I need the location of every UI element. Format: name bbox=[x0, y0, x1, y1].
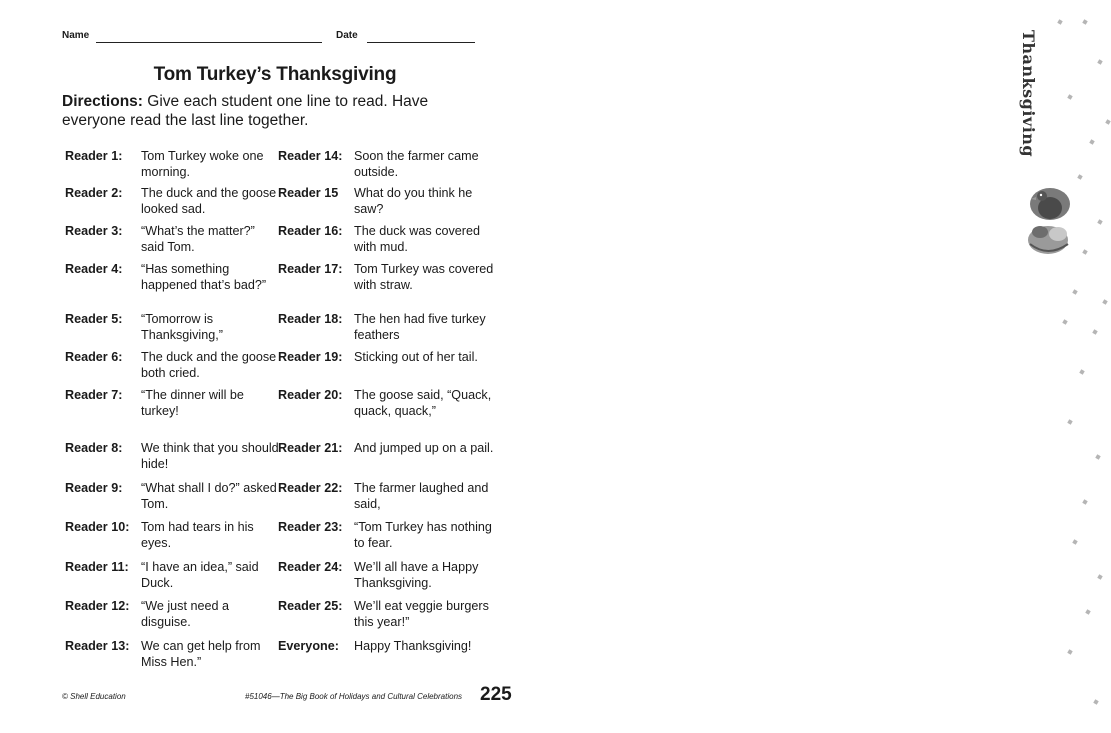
confetti-decoration bbox=[1079, 369, 1084, 374]
reader-label: Everyone: bbox=[278, 639, 339, 653]
confetti-decoration bbox=[1097, 219, 1102, 224]
reader-label: Reader 3: bbox=[65, 224, 123, 238]
confetti-decoration bbox=[1067, 419, 1072, 424]
reader-label: Reader 21: bbox=[278, 441, 343, 455]
directions-text: Give each student one line to read. Have everyone read the last line together. bbox=[62, 93, 429, 129]
reader-line: “I have an idea,” said Duck. bbox=[141, 560, 259, 590]
confetti-decoration bbox=[1082, 19, 1087, 24]
reader-label: Reader 4: bbox=[65, 262, 123, 276]
reader-line: We’ll all have a Happy Thanksgiving. bbox=[354, 560, 479, 590]
reader-line: Soon the farmer came outside. bbox=[354, 149, 479, 179]
reader-line: “Has something happened that’s bad?” bbox=[141, 262, 267, 292]
reader-line: Happy Thanksgiving! bbox=[354, 639, 472, 653]
date-label: Date bbox=[336, 30, 358, 41]
confetti-decoration bbox=[1067, 94, 1072, 99]
reader-line: “Tomorrow is Thanksgiving,” bbox=[141, 312, 223, 342]
date-line bbox=[367, 42, 475, 43]
side-tab bbox=[508, 0, 1038, 733]
reader-label: Reader 23: bbox=[278, 520, 343, 534]
side-tab-label: Thanksgiving bbox=[1019, 30, 1038, 158]
reader-line: “Tom Turkey has nothing to fear. bbox=[354, 520, 492, 550]
reader-line: And jumped up on a pail. bbox=[354, 441, 494, 455]
confetti-decoration bbox=[1085, 609, 1090, 614]
reader-label: Reader 1: bbox=[65, 149, 123, 163]
reader-label: Reader 16: bbox=[278, 224, 343, 238]
directions bbox=[62, 92, 492, 130]
turkey-icon bbox=[1024, 182, 1076, 260]
reader-line: We’ll eat veggie burgers this year!” bbox=[354, 599, 489, 629]
confetti-decoration bbox=[1057, 19, 1062, 24]
confetti-decoration bbox=[1082, 249, 1087, 254]
confetti-decoration bbox=[1092, 329, 1097, 334]
reader-line: “The dinner will be turkey! bbox=[141, 388, 244, 418]
name-line bbox=[96, 42, 322, 43]
reader-label: Reader 19: bbox=[278, 350, 343, 364]
reader-label: Reader 17: bbox=[278, 262, 343, 276]
reader-label: Reader 5: bbox=[65, 312, 123, 326]
confetti-decoration bbox=[1062, 319, 1067, 324]
confetti-decoration bbox=[1097, 574, 1102, 579]
reader-line: “What shall I do?” asked Tom. bbox=[141, 481, 277, 511]
reader-line: What do you think he saw? bbox=[354, 186, 473, 216]
reader-line: “What’s the matter?” said Tom. bbox=[141, 224, 255, 254]
reader-line: “We just need a disguise. bbox=[141, 599, 229, 629]
reader-label: Reader 11: bbox=[65, 560, 129, 574]
reader-line: Tom had tears in his eyes. bbox=[141, 520, 254, 550]
reader-line: The farmer laughed and said, bbox=[354, 481, 489, 511]
reader-label: Reader 14: bbox=[278, 149, 343, 163]
copyright: © Shell Education bbox=[62, 692, 126, 701]
confetti-decoration bbox=[1097, 59, 1102, 64]
reader-label: Reader 20: bbox=[278, 388, 343, 402]
confetti-decoration bbox=[1089, 139, 1094, 144]
page-title: Tom Turkey’s Thanksgiving bbox=[153, 64, 397, 85]
confetti-decoration bbox=[1072, 539, 1077, 544]
book-title: #51046—The Big Book of Holidays and Cultural Celebrations bbox=[245, 692, 463, 701]
reader-label: Reader 18: bbox=[278, 312, 343, 326]
reader-label: Reader 7: bbox=[65, 388, 123, 402]
reader-line: The duck and the goose both cried. bbox=[141, 350, 277, 380]
confetti-decoration bbox=[1102, 299, 1107, 304]
reader-label: Reader 6: bbox=[65, 350, 123, 364]
reader-line: Tom Turkey woke one morning. bbox=[141, 149, 264, 179]
reader-label: Reader 2: bbox=[65, 186, 123, 200]
reader-label: Reader 25: bbox=[278, 599, 343, 613]
reader-line: We think that you should hide! bbox=[141, 441, 279, 471]
confetti-decoration bbox=[1067, 649, 1072, 654]
confetti-decoration bbox=[1077, 174, 1082, 179]
reader-label: Reader 13: bbox=[65, 639, 130, 653]
reader-label: Reader 24: bbox=[278, 560, 343, 574]
reader-label: Reader 22: bbox=[278, 481, 343, 495]
reader-line: We can get help from Miss Hen.” bbox=[141, 639, 261, 669]
reader-label: Reader 12: bbox=[65, 599, 130, 613]
reader-line: The duck and the goose looked sad. bbox=[141, 186, 277, 216]
confetti-decoration bbox=[1082, 499, 1087, 504]
confetti-decoration bbox=[1072, 289, 1077, 294]
confetti-decoration bbox=[1095, 454, 1100, 459]
directions-label: Directions: bbox=[62, 93, 143, 110]
reader-line: The hen had five turkey feathers bbox=[354, 312, 486, 342]
reader-label: Reader 8: bbox=[65, 441, 123, 455]
confetti-decoration bbox=[1105, 119, 1110, 124]
confetti-decoration bbox=[1093, 699, 1098, 704]
reader-line: Tom Turkey was covered with straw. bbox=[354, 262, 494, 292]
name-label: Name bbox=[62, 30, 90, 41]
reader-line: The goose said, “Quack, quack, quack,” bbox=[354, 388, 492, 418]
reader-line: The duck was covered with mud. bbox=[354, 224, 480, 254]
reader-label: Reader 15 bbox=[278, 186, 339, 200]
reader-label: Reader 9: bbox=[65, 481, 123, 495]
reader-line: Sticking out of her tail. bbox=[354, 350, 478, 364]
page-number: 225 bbox=[480, 684, 512, 705]
reader-label: Reader 10: bbox=[65, 520, 130, 534]
